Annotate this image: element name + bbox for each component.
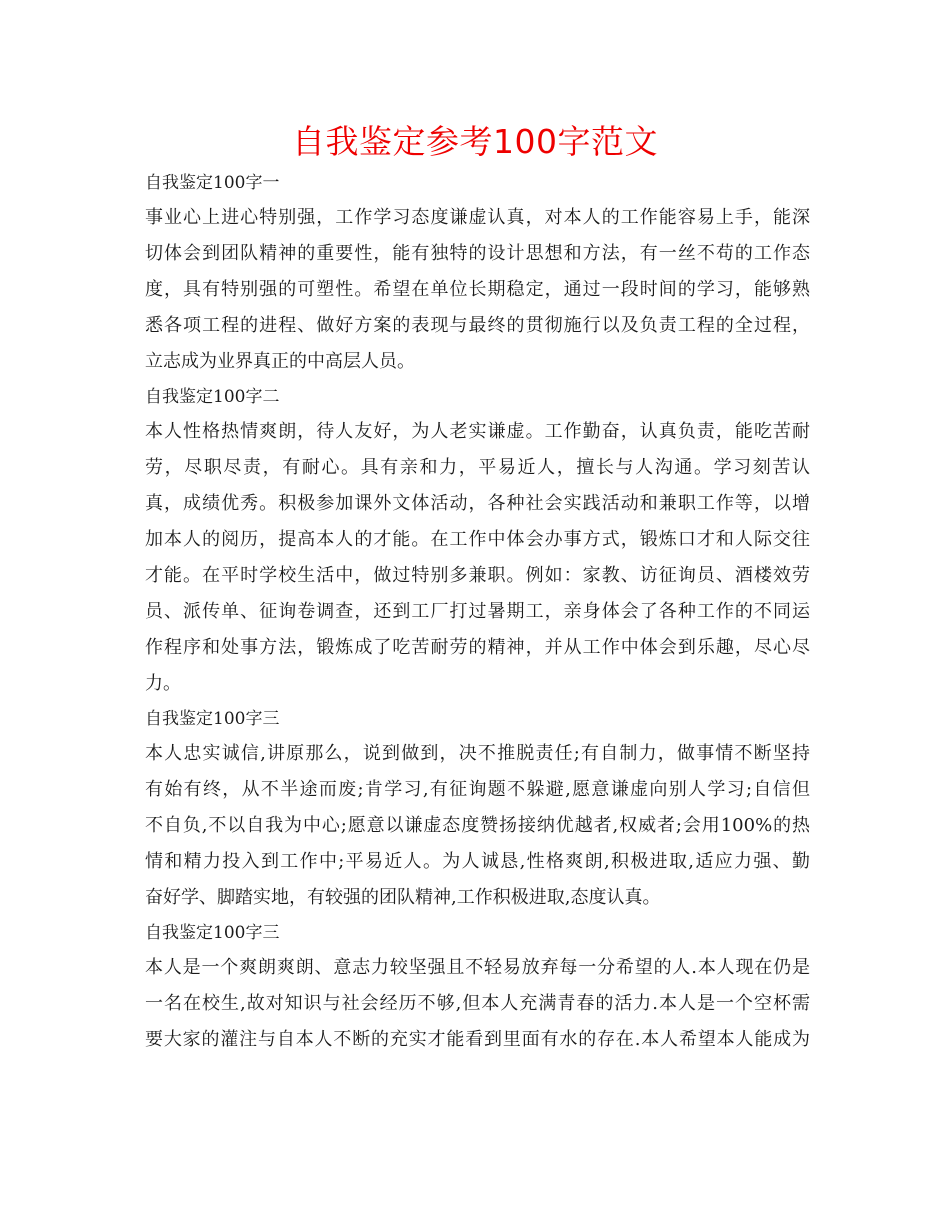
section-heading: 自我鉴定100字三: [145, 923, 280, 943]
paragraph-line: 力。: [145, 673, 181, 694]
paragraph-line: 本人性格热情爽朗，待人友好，为人老实谦虚。工作勤奋，认真负责，能吃苦耐: [145, 421, 810, 442]
paragraph-line: 有始有终，从不半途而废;肯学习,有征询题不躲避,愿意谦虚向别人学习;自信但: [145, 779, 810, 800]
paragraph-line: 员、派传单、征询卷调查，还到工厂打过暑期工，亲身体会了各种工作的不同运: [145, 601, 810, 622]
document-title: 自我鉴定参考100字范文: [292, 122, 658, 161]
paragraph-line: 立志成为业界真正的中高层人员。: [145, 351, 415, 372]
section-2: [145, 380, 810, 702]
paragraph-line: 本人忠实诚信,讲原那么，说到做到，决不推脱责任;有自制力，做事情不断坚持: [145, 743, 810, 764]
paragraph-line: 悉各项工程的进程、做好方案的表现与最终的贯彻施行以及负责工程的全过程，: [145, 315, 810, 336]
paragraph-line: 情和精力投入到工作中;平易近人。为人诚恳,性格爽朗,积极进取,适应力强、勤: [145, 851, 810, 872]
paragraph-line: 奋好学、脚踏实地，有较强的团队精神,工作积极进取,态度认真。: [145, 887, 661, 908]
section-heading: 自我鉴定100字二: [145, 387, 280, 407]
paragraph-line: 一名在校生,故对知识与社会经历不够,但本人充满青春的活力.本人是一个空杯需: [145, 993, 810, 1014]
section-heading: 自我鉴定100字三: [145, 709, 280, 729]
paragraph-line: 事业心上进心特别强，工作学习态度谦虚认真，对本人的工作能容易上手，能深: [145, 207, 810, 228]
paragraph-line: 本人是一个爽朗爽朗、意志力较坚强且不轻易放弃每一分希望的人.本人现在仍是: [145, 957, 810, 978]
document-body: [145, 166, 810, 1058]
section-4: [145, 916, 810, 1058]
paragraph-line: 加本人的阅历，提高本人的才能。在工作中体会办事方式，锻炼口才和人际交往: [145, 529, 810, 550]
section-1: [145, 166, 810, 380]
section-3: [145, 702, 810, 916]
paragraph-line: 度，具有特别强的可塑性。希望在单位长期稳定，通过一段时间的学习，能够熟: [145, 279, 810, 300]
paragraph-line: 劳，尽职尽责，有耐心。具有亲和力，平易近人，擅长与人沟通。学习刻苦认: [145, 457, 810, 478]
paragraph-line: 要大家的灌注与自本人不断的充实才能看到里面有水的存在.本人希望本人能成为: [145, 1029, 810, 1050]
paragraph-line: 作程序和处事方法，锻炼成了吃苦耐劳的精神，并从工作中体会到乐趣，尽心尽: [145, 637, 810, 658]
section-heading: 自我鉴定100字一: [145, 173, 280, 193]
paragraph-line: 不自负,不以自我为中心;愿意以谦虚态度赞扬接纳优越者,权威者;会用100%的热: [145, 815, 810, 836]
paragraph-line: 真，成绩优秀。积极参加课外文体活动，各种社会实践活动和兼职工作等，以增: [145, 493, 810, 514]
paragraph-line: 才能。在平时学校生活中，做过特别多兼职。例如：家教、访征询员、酒楼效劳: [145, 565, 810, 586]
paragraph-line: 切体会到团队精神的重要性，能有独特的设计思想和方法，有一丝不苟的工作态: [145, 243, 810, 264]
